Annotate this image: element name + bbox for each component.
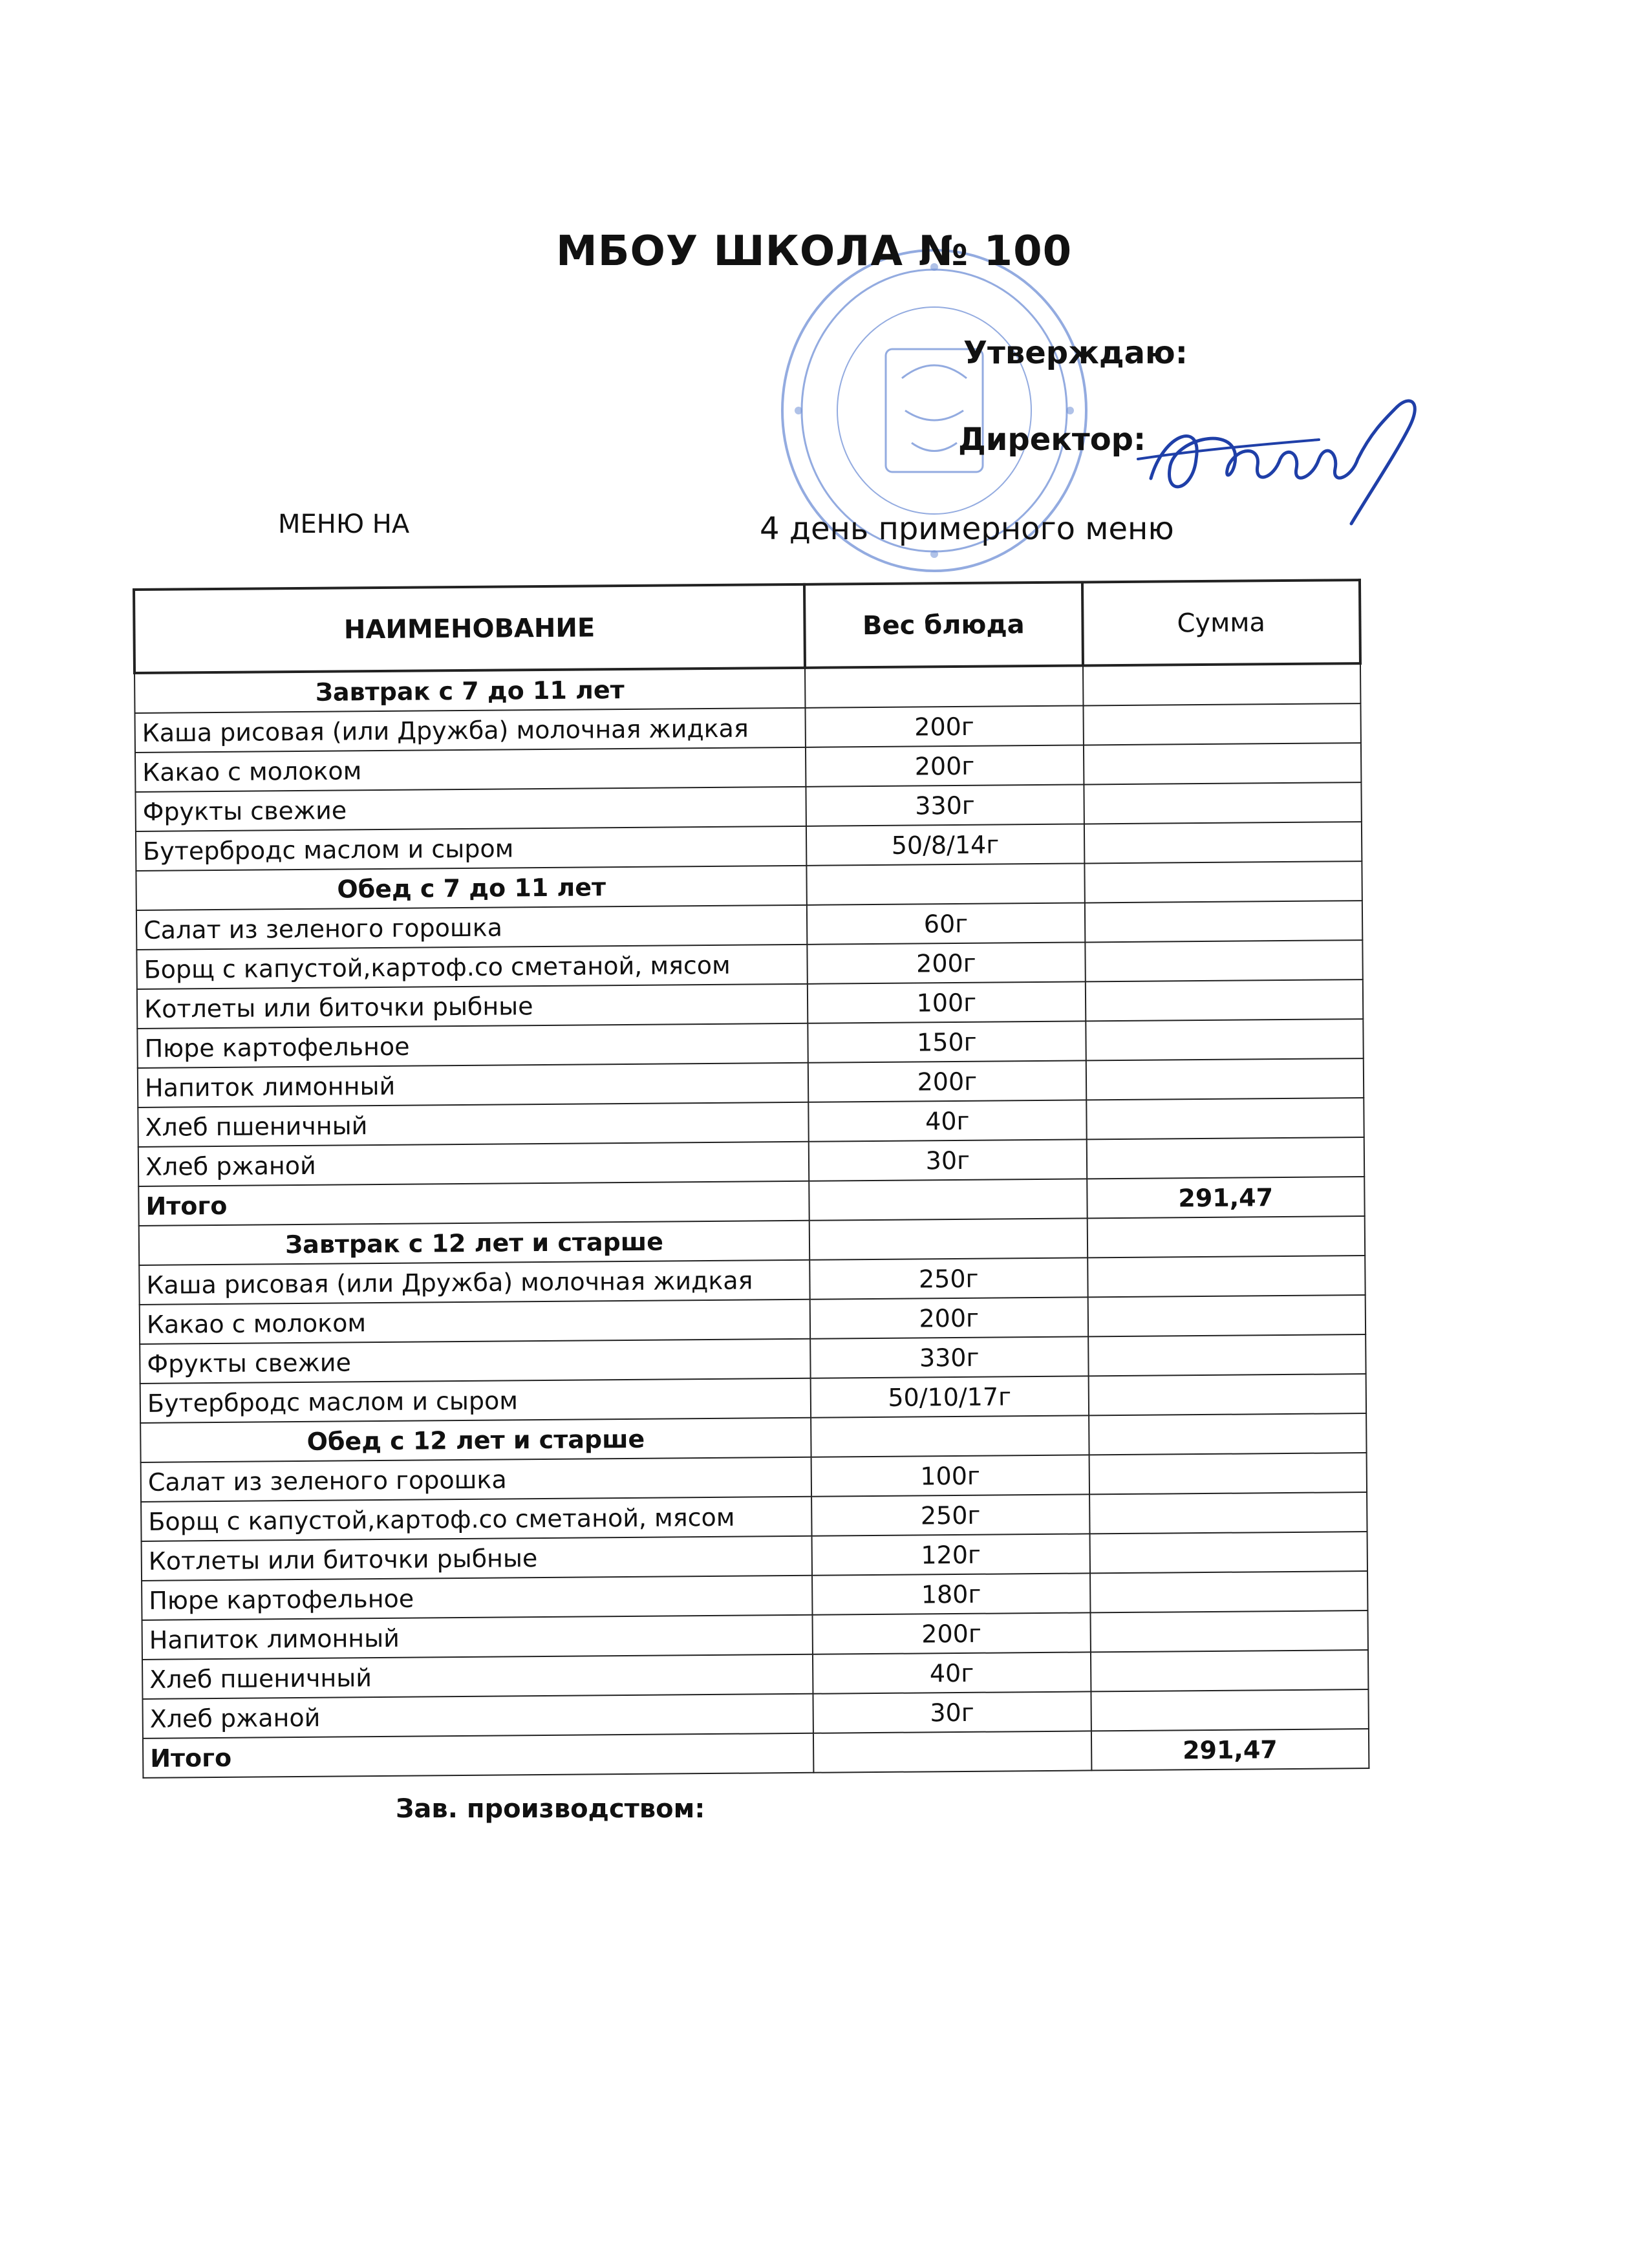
dish-name: Хлеб пшеничный xyxy=(142,1654,813,1699)
dish-weight: 330г xyxy=(806,784,1084,826)
production-manager-label: Зав. производством: xyxy=(396,1794,705,1824)
dish-weight: 50/8/14г xyxy=(806,824,1084,865)
dish-weight: 200г xyxy=(813,1612,1091,1654)
dish-sum: 291,47 xyxy=(1087,1177,1365,1218)
menu-on-label: МЕНЮ НА xyxy=(278,509,410,539)
dish-sum xyxy=(1089,1453,1367,1494)
dish-name: Напиток лимонный xyxy=(142,1615,813,1660)
dish-sum xyxy=(1086,1098,1364,1139)
dish-sum xyxy=(1085,979,1363,1021)
dish-sum xyxy=(1086,1137,1364,1179)
dish-weight: 200г xyxy=(810,1297,1088,1338)
dish-name: Борщ с капустой,картоф.со сметаной, мясом xyxy=(141,1497,812,1541)
dish-name: Пюре картофельное xyxy=(142,1576,813,1620)
dish-sum xyxy=(1089,1532,1367,1573)
dish-sum xyxy=(1089,1492,1367,1534)
menu-day-label: 4 день примерного меню xyxy=(760,511,1174,547)
dish-sum xyxy=(1090,1571,1368,1612)
dish-name: Бутербродс маслом и сыром xyxy=(140,1378,811,1423)
dish-weight: 40г xyxy=(813,1652,1091,1693)
dish-sum xyxy=(1083,703,1361,745)
dish-sum xyxy=(1084,901,1362,942)
column-header-weight: Вес блюда xyxy=(804,582,1082,667)
dish-sum xyxy=(1091,1689,1369,1731)
dish-weight: 200г xyxy=(807,942,1085,983)
dish-name: Хлеб пшеничный xyxy=(138,1102,809,1147)
dish-sum xyxy=(1084,861,1362,903)
dish-sum: 291,47 xyxy=(1091,1729,1369,1770)
menu-table-body xyxy=(134,663,1369,1778)
dish-sum xyxy=(1088,1374,1366,1415)
dish-weight: 100г xyxy=(811,1455,1089,1496)
total-label: Итого xyxy=(138,1181,809,1226)
section-title: Обед с 12 лет и старше xyxy=(140,1418,811,1462)
dish-weight: 30г xyxy=(813,1691,1091,1733)
total-label: Итого xyxy=(143,1733,814,1778)
dish-weight: 50/10/17г xyxy=(811,1376,1089,1417)
table-header-row xyxy=(134,580,1360,673)
dish-sum xyxy=(1088,1334,1366,1376)
dish-sum xyxy=(1090,1610,1368,1652)
dish-weight: 100г xyxy=(808,981,1086,1023)
dish-weight xyxy=(813,1731,1091,1772)
dish-weight: 30г xyxy=(809,1139,1087,1181)
dish-weight xyxy=(805,665,1083,707)
dish-sum xyxy=(1086,1058,1364,1100)
dish-weight: 150г xyxy=(808,1021,1086,1062)
dish-sum xyxy=(1087,1216,1365,1257)
dish-name: Салат из зеленого горошка xyxy=(141,1457,812,1502)
menu-table xyxy=(133,579,1370,1779)
section-title: Завтрак с 12 лет и старше xyxy=(139,1221,810,1265)
column-header-name: НАИМЕНОВАНИЕ xyxy=(134,584,805,673)
director-label: Директор: xyxy=(958,422,1146,458)
dish-weight: 60г xyxy=(807,903,1085,944)
dish-name: Салат из зеленого горошка xyxy=(136,905,808,950)
dish-name: Котлеты или биточки рыбные xyxy=(142,1536,813,1581)
dish-name: Хлеб ржаной xyxy=(142,1694,813,1738)
dish-name: Борщ с капустой,картоф.со сметаной, мясом xyxy=(136,945,808,989)
dish-weight xyxy=(807,863,1085,904)
dish-sum xyxy=(1091,1650,1369,1691)
dish-weight: 180г xyxy=(812,1573,1090,1614)
dish-weight xyxy=(811,1415,1089,1457)
dish-weight: 40г xyxy=(808,1100,1086,1141)
dish-name: Хлеб ржаной xyxy=(138,1142,809,1186)
dish-sum xyxy=(1088,1256,1366,1297)
section-title: Обед с 7 до 11 лет xyxy=(136,866,807,910)
dish-name: Котлеты или биточки рыбные xyxy=(137,984,808,1029)
dish-weight: 250г xyxy=(811,1494,1089,1535)
dish-name: Каша рисовая (или Дружба) молочная жидкая xyxy=(135,708,806,753)
dish-sum xyxy=(1084,782,1362,824)
dish-weight: 200г xyxy=(806,705,1084,747)
dish-weight: 200г xyxy=(806,745,1084,786)
dish-name: Напиток лимонный xyxy=(138,1063,809,1107)
dish-sum xyxy=(1083,663,1361,705)
dish-sum xyxy=(1085,940,1363,981)
dish-sum xyxy=(1089,1413,1367,1455)
dish-sum xyxy=(1088,1295,1366,1336)
dish-weight xyxy=(809,1218,1088,1259)
dish-name: Фрукты свежие xyxy=(140,1339,811,1384)
dish-name: Какао с молоком xyxy=(135,747,806,792)
dish-weight: 200г xyxy=(808,1060,1086,1102)
dish-name: Бутербродс маслом и сыром xyxy=(136,826,807,871)
dish-name: Пюре картофельное xyxy=(137,1023,808,1068)
dish-sum xyxy=(1083,743,1361,784)
dish-weight: 330г xyxy=(810,1336,1088,1378)
dish-weight xyxy=(809,1179,1087,1220)
school-title: МБОУ ШКОЛА № 100 xyxy=(556,228,1073,275)
approve-label: Утверждаю: xyxy=(963,335,1188,371)
dish-name: Какао с молоком xyxy=(140,1300,811,1344)
dish-name: Каша рисовая (или Дружба) молочная жидкая xyxy=(139,1260,810,1305)
dish-sum xyxy=(1084,822,1362,863)
dish-weight: 250г xyxy=(809,1257,1088,1299)
dish-weight: 120г xyxy=(812,1534,1090,1575)
section-title: Завтрак с 7 до 11 лет xyxy=(134,668,806,713)
dish-name: Фрукты свежие xyxy=(135,787,806,831)
column-header-sum: Сумма xyxy=(1082,580,1360,665)
dish-sum xyxy=(1086,1019,1364,1060)
